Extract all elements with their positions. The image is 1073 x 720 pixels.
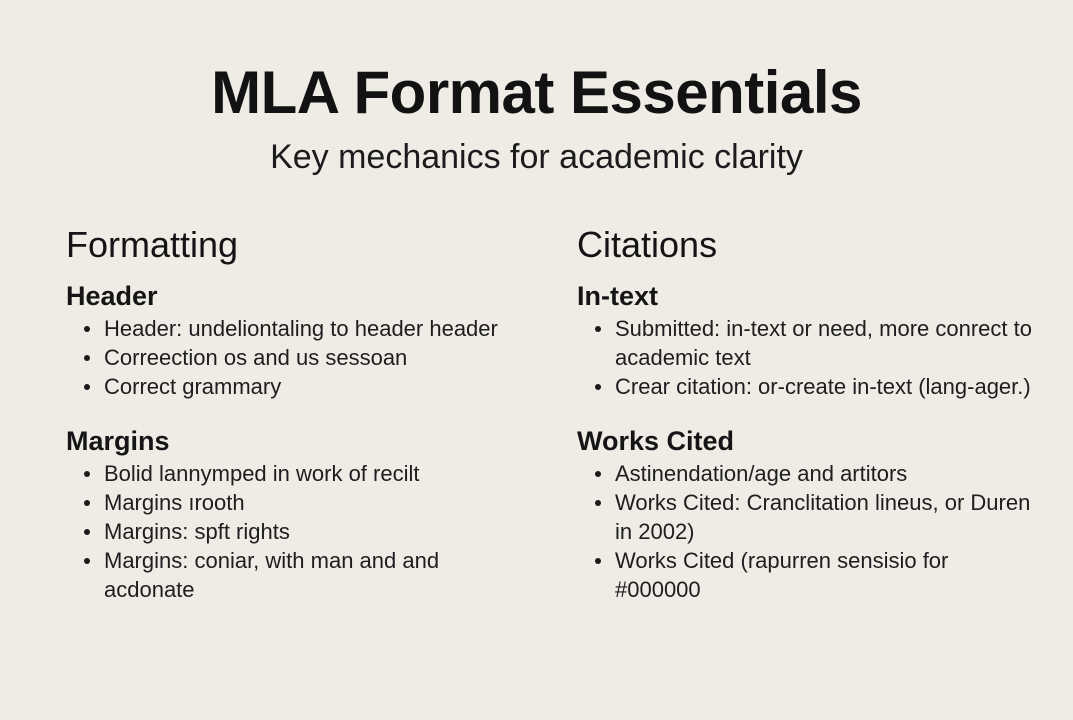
list-item-text: Astinendation/age and artitors (615, 461, 908, 486)
list-item (615, 488, 1037, 546)
margins-bullet-list (66, 459, 526, 604)
bullet-icon (595, 471, 601, 477)
section-heading-margins: Margins (66, 426, 170, 456)
section-works-cited (577, 423, 1037, 604)
list-item-text: Correection os and us sessoan (104, 345, 408, 370)
list-item (104, 546, 526, 604)
list-item (615, 459, 1037, 488)
bullet-icon (84, 384, 90, 390)
list-item-text: Crear citation: or-create in-text (lang-ager.) (615, 374, 1031, 399)
in-text-bullet-list (577, 314, 1037, 401)
list-item (104, 314, 526, 343)
list-item-text: Margins ırooth (104, 490, 245, 515)
section-in-text (577, 278, 1037, 401)
list-item (104, 517, 526, 546)
column-heading-formatting: Formatting (66, 224, 239, 265)
list-item-text: Header: undeliontaling to header header (104, 316, 498, 341)
bullet-icon (84, 326, 90, 332)
section-heading-works-cited: Works Cited (577, 426, 735, 456)
list-item (104, 459, 526, 488)
bullet-icon (595, 384, 601, 390)
list-item (615, 314, 1037, 372)
column-heading-citations: Citations (577, 224, 718, 265)
bullet-icon (84, 471, 90, 477)
list-item (104, 488, 526, 517)
bullet-icon (84, 558, 90, 564)
bullet-icon (595, 500, 601, 506)
bullet-icon (595, 326, 601, 332)
page-subtitle: Key mechanics for academic clarity (270, 138, 803, 176)
list-item (104, 372, 526, 401)
formatting-column (66, 220, 526, 604)
list-item-text: Margins: coniar, with man and and acdonate (104, 548, 440, 602)
section-heading-in-text: In-text (577, 281, 658, 311)
section-margins (66, 423, 526, 604)
list-item-text: Correct grammary (104, 374, 282, 399)
list-item-text: Bolid lannymped in work of recilt (104, 461, 420, 486)
list-item-text: Works Cited: Cranclitation lineus, or Duren in 2002) (615, 490, 1031, 544)
works-cited-bullet-list (577, 459, 1037, 604)
bullet-icon (84, 529, 90, 535)
list-item-text: Submitted: in-text or need, more conrect to academic text (615, 316, 1032, 370)
citations-column (577, 220, 1037, 604)
list-item (615, 546, 1037, 604)
section-header (66, 278, 526, 401)
list-item-text: Margins: spft rights (104, 519, 290, 544)
bullet-icon (84, 355, 90, 361)
list-item-text: Works Cited (rapurren sensisio for #000000 (615, 548, 949, 602)
section-heading-header: Header (66, 281, 158, 311)
list-item (104, 343, 526, 372)
bullet-icon (595, 558, 601, 564)
page-title: MLA Format Essentials (211, 59, 862, 126)
list-item (615, 372, 1037, 401)
bullet-icon (84, 500, 90, 506)
header-bullet-list (66, 314, 526, 401)
